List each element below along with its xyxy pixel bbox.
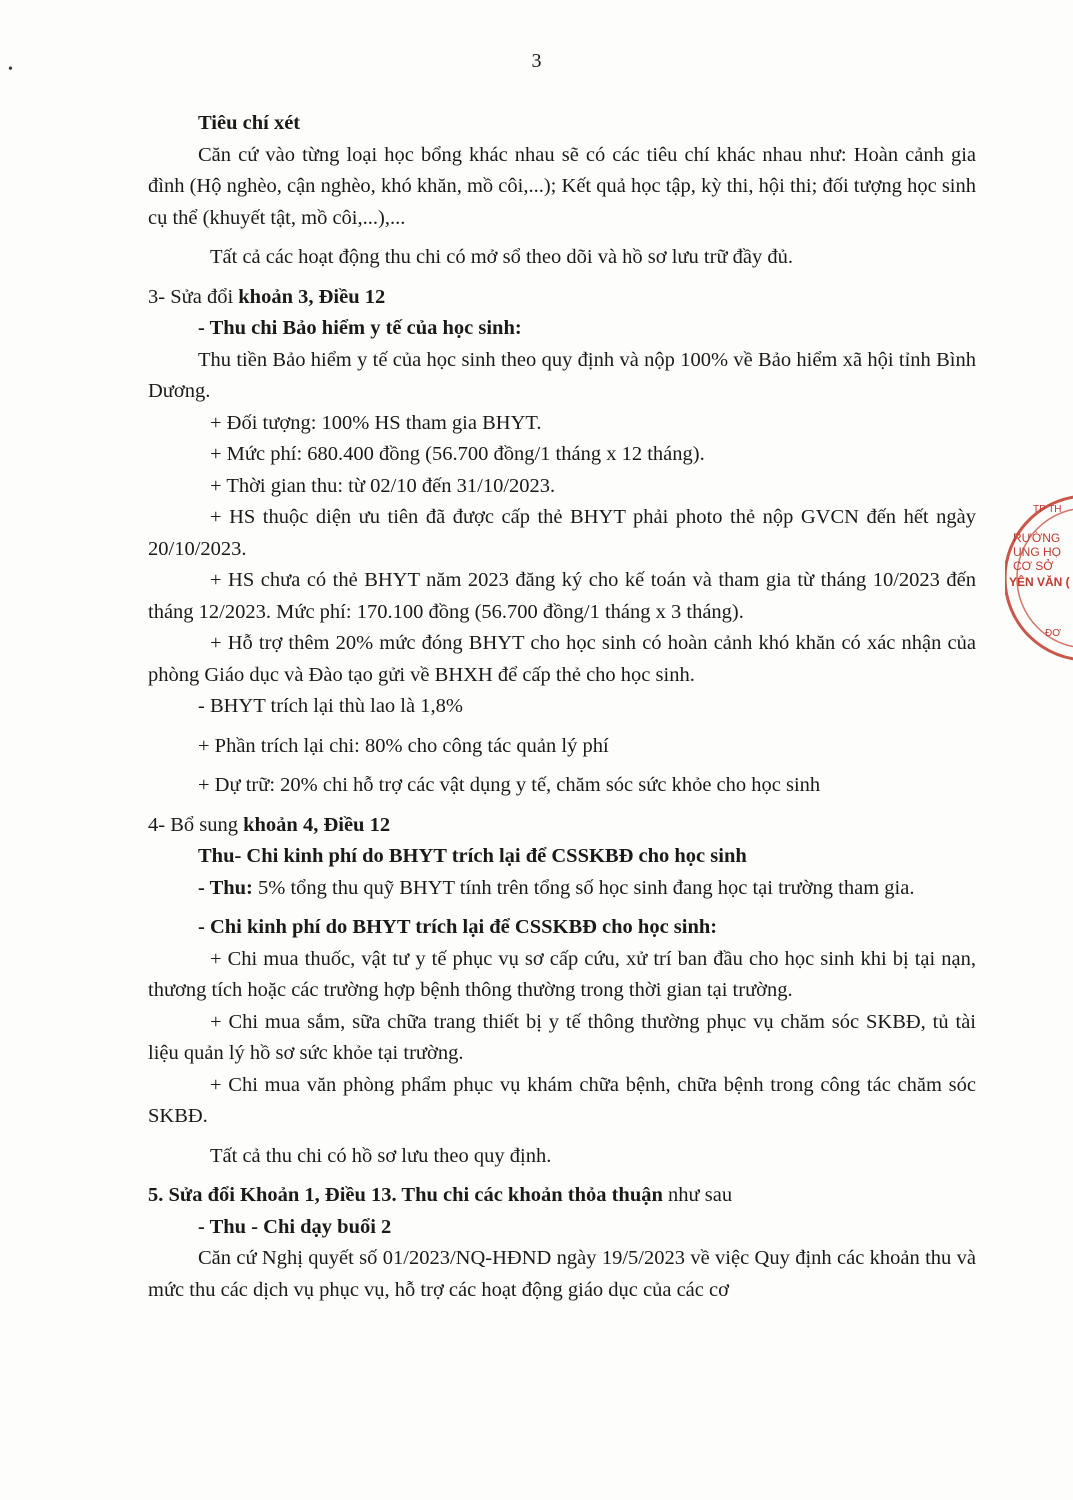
paragraph-resolution: Căn cứ Nghị quyết số 01/2023/NQ-HĐND ngày 19/5/2023 về việc Quy định các khoản thu và mức thu các dịch vụ phục vụ, hỗ trợ các hoạt động giáo dục của các cơ — [148, 1247, 976, 1301]
stamp-text: CƠ SỞ — [1013, 559, 1054, 573]
paragraph-insurance-collection: Thu tiền Bảo hiểm y tế của học sinh theo quy định và nộp 100% về Bảo hiểm xã hội tỉnh Bình Dương. — [148, 348, 976, 402]
stamp-text: ĐƠ — [1045, 628, 1061, 639]
paragraph-records: Tất cả các hoạt động thu chi có mở sổ theo dõi và hồ sơ lưu trữ đầy đủ. — [210, 246, 794, 268]
document-body — [148, 108, 976, 1306]
list-item: + Chi mua văn phòng phẩm phục vụ khám chữa bệnh, chữa bệnh trong công tác chăm sóc SKBĐ. — [148, 1073, 976, 1127]
scan-speck: • — [8, 62, 13, 77]
subheading-second-session: - Thu - Chi dạy buổi 2 — [198, 1215, 392, 1238]
section-heading-4: 4- Bổ sung khoản 4, Điều 12 — [148, 813, 391, 836]
stamp-text: YÊN VĂN ( — [1009, 575, 1070, 589]
subheading-health-insurance: - Thu chi Bảo hiểm y tế của học sinh: — [198, 317, 522, 339]
list-item: + HS chưa có thẻ BHYT năm 2023 đăng ký cho kế toán và tham gia từ tháng 10/2023 đến tháng 12/2023. Mức phí: 170.100 đồng (56.700 đồng/1 tháng x 3 tháng). — [148, 569, 976, 623]
section-heading-3: 3- Sửa đổi khoản 3, Điều 12 — [148, 285, 386, 308]
list-item: + Hỗ trợ thêm 20% mức đóng BHYT cho học sinh có hoàn cảnh khó khăn có xác nhận của phòng Giáo dục và Đào tạo gửi về BHXH để cấp thẻ cho học sinh. — [148, 632, 976, 686]
paragraph-criteria: Căn cứ vào từng loại học bổng khác nhau sẽ có các tiêu chí khác nhau như: Hoàn cảnh gia đình (Hộ nghèo, cận nghèo, khó khăn, mồ côi,...); Kết quả học tập, kỳ thi, hội thi; đối tượng học sinh cụ thể (khuyết tật, mồ côi,...),... — [148, 143, 976, 229]
section-heading-5: 5. Sửa đổi Khoản 1, Điều 13. Thu chi các khoản thỏa thuận như sau — [148, 1184, 733, 1206]
list-item: + Chi mua sắm, sữa chữa trang thiết bị y tế thông thường phục vụ chăm sóc SKBĐ, tủ tài liệu quản lý hồ sơ sức khỏe tại trường. — [148, 1010, 976, 1064]
subheading-expenses: - Chi kinh phí do BHYT trích lại để CSSKBĐ cho học sinh: — [198, 916, 718, 938]
subheading-school-health: Thu- Chi kinh phí do BHYT trích lại để CSSKBĐ cho học sinh — [198, 845, 747, 867]
list-item: + HS thuộc diện ưu tiên đã được cấp thẻ BHYT phải photo thẻ nộp GVCN đến hết ngày 20/10/2023. — [148, 506, 976, 560]
list-item: + Chi mua thuốc, vật tư y tế phục vụ sơ cấp cứu, xử trí ban đầu cho học sinh khi bị tại nạn, thương tích hoặc các trường hợp bệnh thông thường trong thời gian tại trường. — [148, 947, 976, 1001]
list-item: + Phần trích lại chi: 80% cho công tác quản lý phí — [198, 734, 609, 757]
paragraph-revenue: - Thu: 5% tổng thu quỹ BHYT tính trên tổng số học sinh đang học tại trường tham gia. — [198, 876, 915, 899]
list-item: + Dự trữ: 20% chi hỗ trợ các vật dụng y tế, chăm sóc sức khỏe cho học sinh — [198, 774, 821, 796]
page-number: 3 — [531, 50, 542, 72]
list-item: - BHYT trích lại thù lao là 1,8% — [198, 695, 463, 717]
stamp-text: RƯỜNG — [1013, 531, 1061, 545]
list-item: + Thời gian thu: từ 02/10 đến 31/10/2023. — [210, 474, 556, 497]
list-item: + Đối tượng: 100% HS tham gia BHYT. — [210, 411, 542, 434]
list-item: + Mức phí: 680.400 đồng (56.700 đồng/1 tháng x 12 tháng). — [210, 443, 705, 465]
official-stamp — [1005, 488, 1073, 668]
stamp-text: UNG HỌ — [1013, 545, 1061, 559]
subheading-criteria: Tiêu chí xét — [198, 112, 301, 134]
stamp-text: TP TH — [1033, 504, 1062, 515]
paragraph-records-2: Tất cả thu chi có hồ sơ lưu theo quy định. — [210, 1144, 552, 1167]
